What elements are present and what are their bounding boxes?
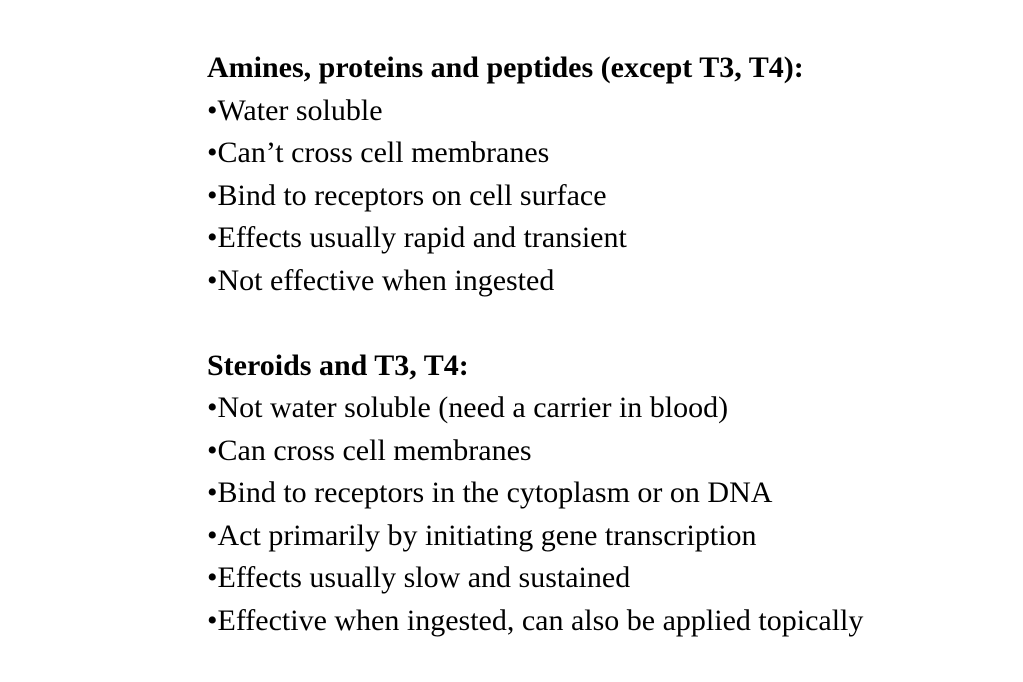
bullet-item: •Not water soluble (need a carrier in blood) (207, 391, 729, 424)
slide-content (207, 47, 1007, 642)
bullet-item: •Effects usually slow and sustained (207, 561, 631, 594)
bullet-item: •Bind to receptors on cell surface (207, 178, 607, 212)
bullet-item: •Can cross cell membranes (207, 433, 532, 467)
bullet-item: •Not effective when ingested (207, 263, 555, 297)
section-spacer (207, 302, 1007, 345)
bullet-item: •Water soluble (207, 93, 383, 127)
section-heading: Amines, proteins and peptides (except T3, T4): (207, 51, 804, 84)
section-amines-proteins-peptides (207, 47, 1007, 302)
section-heading: Steroids and T3, T4: (207, 348, 469, 382)
bullet-item: •Act primarily by initiating gene transcription (207, 518, 757, 552)
section-steroids-t3-t4 (207, 345, 1007, 643)
bullet-item: •Can’t cross cell membranes (207, 136, 550, 169)
bullet-item: •Bind to receptors in the cytoplasm or on DNA (207, 476, 773, 509)
bullet-item: •Effective when ingested, can also be applied topically (207, 603, 864, 637)
bullet-item: •Effects usually rapid and transient (207, 221, 627, 254)
